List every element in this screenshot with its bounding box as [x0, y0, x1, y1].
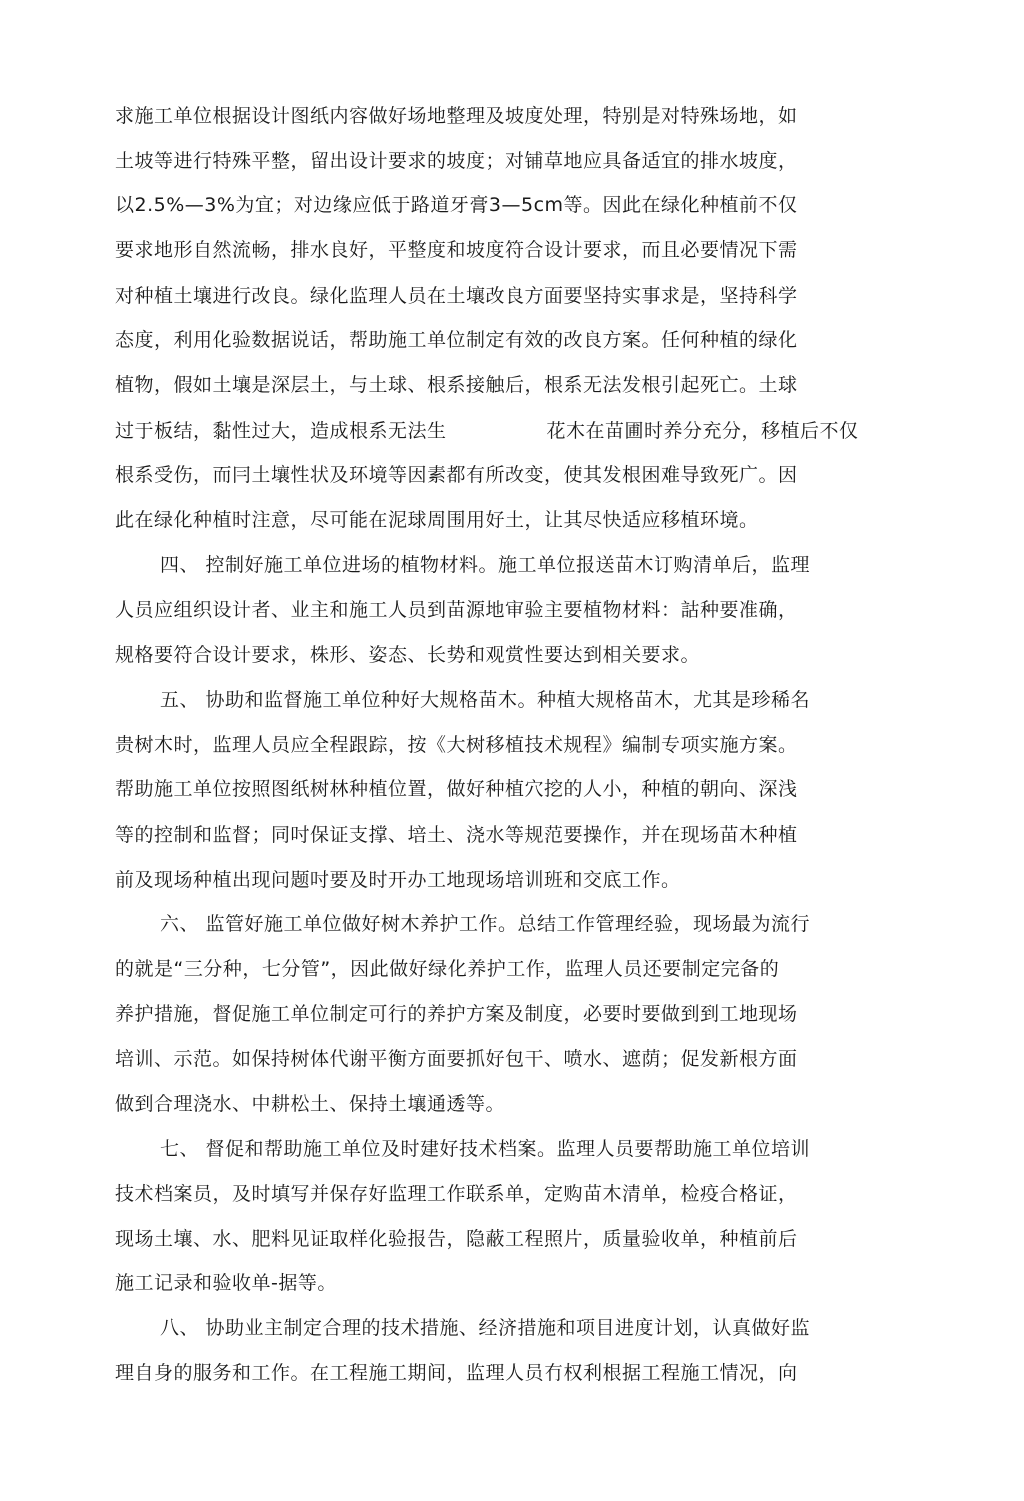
- text-line: 等的控制和监督；同吋保证支撑、培土、浇水等规范要操作，并在现场苗木种植: [115, 824, 798, 846]
- section-heading-line: 八、 协助业主制定合理的技术措施、经济措施和项目进度计划，认真做好监: [160, 1317, 811, 1339]
- text-line: 要求地形自然流畅，排水良好，平整度和坡度符合设计要求，而且必要情况下需: [115, 239, 798, 261]
- text-fragment: 花木在苗圃时养分充分，移植后不仅: [546, 420, 859, 442]
- text-line: 规格要符合设计要求，株形、姿态、长势和观赏性要达到相关要求。: [115, 644, 701, 666]
- text-line: 前及现场种植出现问题吋要及时开办工地现场培训班和交底工作。: [115, 869, 681, 891]
- section-heading-line: 七、 督促和帮助施工单位及时建好技术档案。监理人员要帮助施工单位培训: [160, 1138, 811, 1160]
- text-line: 植物，假如土壤是深层土，与土球、根系接触后，根系无法发根引起死亡。土球: [115, 374, 798, 396]
- text-line: 求施工单位根据设计图纸内容做好场地整理及坡度处理，特别是对特殊场地，如: [115, 105, 798, 127]
- text-fragment: 过于板结，黏性过大，造成根系无法生: [115, 420, 447, 442]
- text-line: 技术档案员，及时填写并保存好监理工作联系单，定购苗木清单，检疫合格证，: [115, 1183, 798, 1205]
- text-line: 根系受伤，而冃土壤性状及环境等因素都有所改变，使其发根困难导致死广。因: [115, 464, 798, 486]
- text-line: 土坡等进行特殊平整，留出设计要求的坡度；对铺草地应具备适宜的排水坡度，: [115, 150, 798, 172]
- text-line: 对种植土壤进行改良。绿化监理人员在土壤改良方面要坚持实事求是，坚持科学: [115, 285, 798, 307]
- text-line: 贵树木时，监理人员应全程跟踪，按《大树移植技术规程》编制专项实施方案。: [115, 734, 798, 756]
- text-line: 培训、示范。如保持树体代谢平衡方面要抓好包干、喷水、遮荫；促发新根方面: [115, 1048, 798, 1070]
- text-line: 理自身的服务和工作。在工程施工期间，监理人员冇权利根据工程施工情况，向: [115, 1362, 798, 1384]
- section-heading-line: 五、 协助和监督施工单位种好大规格苗木。种植大规格苗木，尤其是珍稀名: [160, 689, 811, 711]
- text-line: 帮助施工单位按照图纸树林种植位置，做好种植穴挖的人小，种植的朝向、深浅: [115, 778, 798, 800]
- text-line: 养护措施，督促施工单位制定可行的养护方案及制度，必要时要做到到工地现场: [115, 1003, 798, 1025]
- text-line: 施工记录和验收单-据等。: [115, 1272, 337, 1294]
- text-line: 以2.5%—3%为宜；对边缘应低于路道牙膏3—5cm等。因此在绿化种植前不仅: [115, 194, 798, 216]
- section-heading-line: 四、 控制好施工单位进场的植物材料。施工单位报送苗木订购清单后，监理: [160, 554, 811, 576]
- text-line: 此在绿化种植时注意，尽可能在泥球周围用好土，让其尽快适应移植环境。: [115, 509, 759, 531]
- text-line: 态度，利用化验数据说话，帮助施工单位制定有效的改良方案。任何种植的绿化: [115, 329, 798, 351]
- text-line: 做到合理浇水、中耕松土、保持土壤通透等。: [115, 1093, 506, 1115]
- section-heading-line: 六、 监管好施工单位做好树木养护工作。总结工作管理经验，现场最为流行: [160, 913, 811, 935]
- text-line: 现场土壤、水、肥料见证取样化验报告，隐蔽工程照片，质量验收单，种植前后: [115, 1228, 798, 1250]
- text-line: [115, 418, 859, 444]
- text-line: 的就是“三分种，七分管”，因此做好绿化养护工作，监理人员还要制定完备的: [115, 958, 780, 980]
- text-line: 人员应组织设计者、业主和施工人员到苗源地审验主要植物材料：詁种要准确，: [115, 599, 798, 621]
